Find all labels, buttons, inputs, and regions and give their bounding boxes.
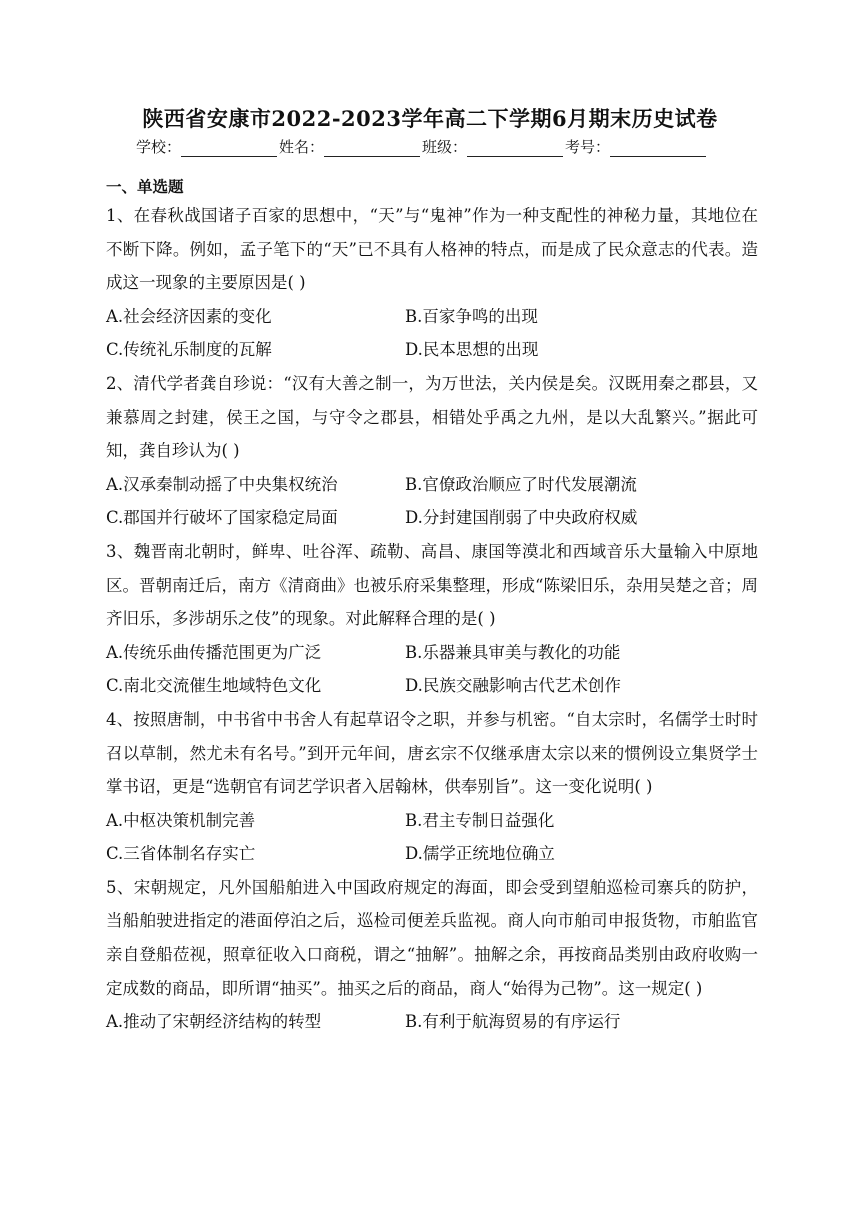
option-c: C.三省体制名存实亡 — [106, 844, 256, 864]
info-school — [136, 136, 279, 157]
option-a: A.推动了宋朝经济结构的转型 — [106, 1012, 322, 1032]
option-row — [106, 837, 758, 871]
option-a: A.传统乐曲传播范围更为广泛 — [106, 642, 322, 662]
option-b: B.君主专制日益强化 — [405, 810, 555, 830]
option-b: B.百家争鸣的出现 — [405, 306, 538, 326]
question-5 — [106, 871, 758, 1039]
option-c: C.郡国并行破坏了国家稳定局面 — [106, 508, 338, 528]
questions-list — [106, 199, 758, 1039]
question-stem: 4、按照唐制，中书省中书舍人有起草诏令之职，并参与机密。“自太宗时，名儒学士时时召以草制，然尤未有名号。”到开元年间，唐玄宗不仅继承唐太宗以来的惯例设立集贤学士掌书诏，更是“选朝官有词艺学识者入居翰林，供奉别旨”。这一变化说明( ) — [106, 709, 758, 797]
option-row — [106, 300, 758, 334]
option-row — [106, 1005, 758, 1039]
option-a: A.汉承秦制动摇了中央集权统治 — [106, 474, 338, 494]
name-blank[interactable] — [324, 140, 420, 157]
question-3 — [106, 535, 758, 703]
option-d: D.分封建国削弱了中央政府权威 — [405, 508, 638, 528]
option-b: B.有利于航海贸易的有序运行 — [405, 1012, 621, 1032]
question-4 — [106, 703, 758, 871]
question-1 — [106, 199, 758, 367]
info-label: 学校： — [136, 138, 182, 156]
option-row — [106, 636, 758, 670]
question-stem: 3、魏晋南北朝时，鲜卑、吐谷浑、疏勒、高昌、康国等漠北和西域音乐大量输入中原地区。晋朝南迁后，南方《清商曲》也被乐府采集整理，形成“陈梁旧乐，杂用吴楚之音；周齐旧乐，多涉胡乐之伎”的现象。对此解释合理的是( ) — [106, 541, 758, 629]
question-stem: 2、清代学者龚自珍说：“汉有大善之制一，为万世法，关内侯是矣。汉既用秦之郡县，又兼慕周之封建，侯王之国，与守令之郡县，相错处乎禹之九州，是以大乱繁兴。”据此可知，龚自珍认为( ) — [106, 373, 758, 461]
option-b: B.官僚政治顺应了时代发展潮流 — [405, 474, 637, 494]
option-a: A.中枢决策机制完善 — [106, 810, 256, 830]
option-row — [106, 468, 758, 502]
option-row — [106, 804, 758, 838]
info-label: 班级： — [422, 138, 468, 156]
option-c: C.南北交流催生地域特色文化 — [106, 676, 322, 696]
exam-title: 陕西省安康市2022-2023学年高二下学期6月期末历史试卷 — [142, 106, 718, 131]
option-row — [106, 333, 758, 367]
option-d: D.儒学正统地位确立 — [405, 844, 555, 864]
option-row — [106, 669, 758, 703]
info-class — [422, 136, 565, 157]
option-c: C.传统礼乐制度的瓦解 — [106, 340, 272, 360]
school-blank[interactable] — [181, 140, 277, 157]
section-heading: 一、单选题 — [106, 177, 184, 196]
option-d: D.民本思想的出现 — [405, 340, 539, 360]
info-label: 考号： — [565, 138, 611, 156]
info-exam-number — [565, 136, 708, 157]
info-name — [279, 136, 422, 157]
option-a: A.社会经济因素的变化 — [106, 306, 272, 326]
question-2 — [106, 367, 758, 535]
student-info-row — [136, 136, 708, 157]
question-stem: 1、在春秋战国诸子百家的思想中，“天”与“鬼神”作为一种支配性的神秘力量，其地位在不断下降。例如，孟子笔下的“天”已不具有人格神的特点，而是成了民众意志的代表。造成这一现象的主要原因是( ) — [106, 206, 758, 293]
exam-number-blank[interactable] — [610, 140, 706, 157]
class-blank[interactable] — [467, 140, 563, 157]
option-d: D.民族交融影响古代艺术创作 — [405, 676, 621, 696]
option-row — [106, 501, 758, 535]
info-label: 姓名： — [279, 138, 325, 156]
option-b: B.乐器兼具审美与教化的功能 — [405, 642, 621, 662]
question-stem: 5、宋朝规定，凡外国船舶进入中国政府规定的海面，即会受到望舶巡检司寨兵的防护，当船舶驶进指定的港面停泊之后，巡检司便差兵监视。商人向市舶司申报货物，市舶监官亲自登船莅视，照章征收入口商税，谓之“抽解”。抽解之余，再按商品类别由政府收购一定成数的商品，即所谓“抽买”。抽买之后的商品，商人“始得为己物”。这一规定( ) — [106, 877, 758, 998]
